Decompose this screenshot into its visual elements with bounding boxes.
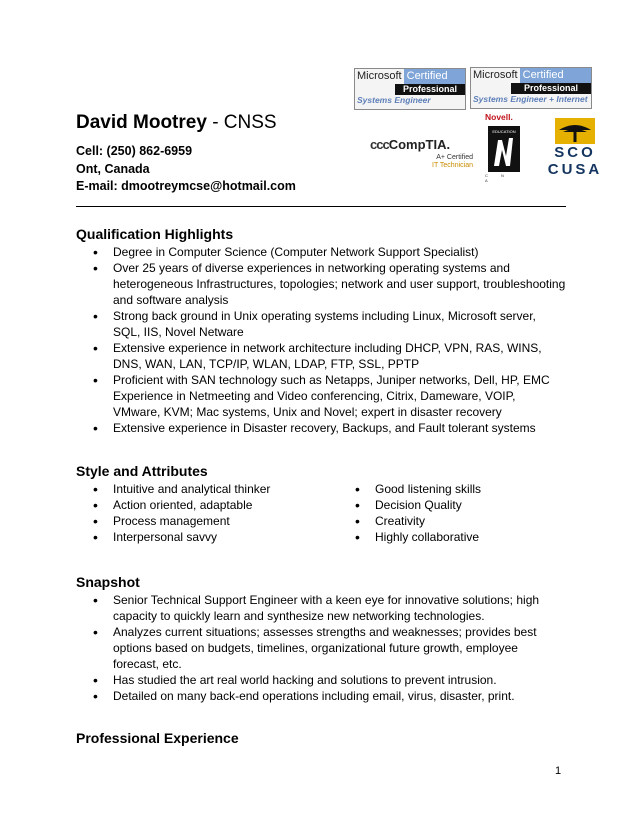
list-item: • Extensive experience in network architecture including DHCP, VPN, RAS, WINS, DNS, WAN, LAN, TCP/IP, WLAN, LDAP, FTP, SSL, PPTP <box>76 340 566 372</box>
list-item: • Degree in Computer Science (Computer Network Support Specialist) <box>76 244 566 260</box>
page-number: 1 <box>555 765 562 777</box>
section-title-qualification: Qualification Highlights <box>76 226 234 242</box>
list-item: • Strong back ground in Unix operating systems including Linux, Microsoft server, SQL, IIS, Novel Netware <box>76 308 566 340</box>
list-item: • Detailed on many back-end operations including email, virus, disaster, print. <box>76 688 566 704</box>
novell-cna-logo: Novell. EDUCATION C N A <box>485 112 527 182</box>
list-item: • Good listening skills <box>338 481 568 497</box>
resume-name: David Mootrey - CNSS <box>76 112 277 133</box>
section-title-snapshot: Snapshot <box>76 574 140 590</box>
contact-location: Ont, Canada <box>76 162 150 176</box>
list-item: • Creativity <box>338 513 568 529</box>
qualification-list <box>76 244 566 436</box>
microsoft-certified-se-logo: Microsoft Certified Professional Systems Engineer <box>354 68 466 110</box>
list-item: • Interpersonal savvy <box>76 529 326 545</box>
snapshot-list <box>76 592 566 704</box>
list-item: • Has studied the art real world hacking and solutions to prevent intrusion. <box>76 672 566 688</box>
comptia-rings-icon: ccc <box>370 137 389 152</box>
list-item: • Extensive experience in Disaster recovery, Backups, and Fault tolerant systems <box>76 420 566 436</box>
list-item: • Highly collaborative <box>338 529 568 545</box>
comptia-aplus-logo: cccCompTIA. A+ Certified IT Technician <box>370 137 473 169</box>
novell-n-icon <box>488 126 520 172</box>
section-title-experience: Professional Experience <box>76 730 239 746</box>
list-item: • Senior Technical Support Engineer with a keen eye for innovative solutions; high capacity to quickly learn and synthesize new networking technologies. <box>76 592 566 624</box>
list-item: • Process management <box>76 513 326 529</box>
style-list-left <box>76 481 326 545</box>
style-list-right <box>338 481 568 545</box>
header-divider <box>76 206 566 207</box>
contact-email: E-mail: dmootreymcse@hotmail.com <box>76 179 296 193</box>
section-title-style: Style and Attributes <box>76 463 208 479</box>
sco-tree-icon <box>555 118 595 144</box>
list-item: • Decision Quality <box>338 497 568 513</box>
novell-education-badge: EDUCATION <box>488 126 520 172</box>
list-item: • Action oriented, adaptable <box>76 497 326 513</box>
sco-cusa-logo: SCO CUSA <box>545 118 605 180</box>
list-item: • Intuitive and analytical thinker <box>76 481 326 497</box>
list-item: • Analyzes current situations; assesses strengths and weaknesses; provides best options based on budgets, timelines, organizational future growth, employee forecast, etc. <box>76 624 566 672</box>
microsoft-certified-se-internet-logo: Microsoft Certified Professional Systems Engineer + Internet <box>470 67 592 109</box>
contact-cell: Cell: (250) 862-6959 <box>76 144 193 158</box>
list-item: • Proficient with SAN technology such as Netapps, Juniper networks, Dell, HP, EMC Experience in Netmeeting and Video conferencing, Citrix, Dameware, VOIP, VMware, KVM; Mac systems, Unix and Novel; expert in disaster recovery <box>76 372 566 420</box>
list-item: • Over 25 years of diverse experiences in networking operating systems and heterogeneous Infrastructures, topologies; network and user support, troubleshooting and software analysis <box>76 260 566 308</box>
